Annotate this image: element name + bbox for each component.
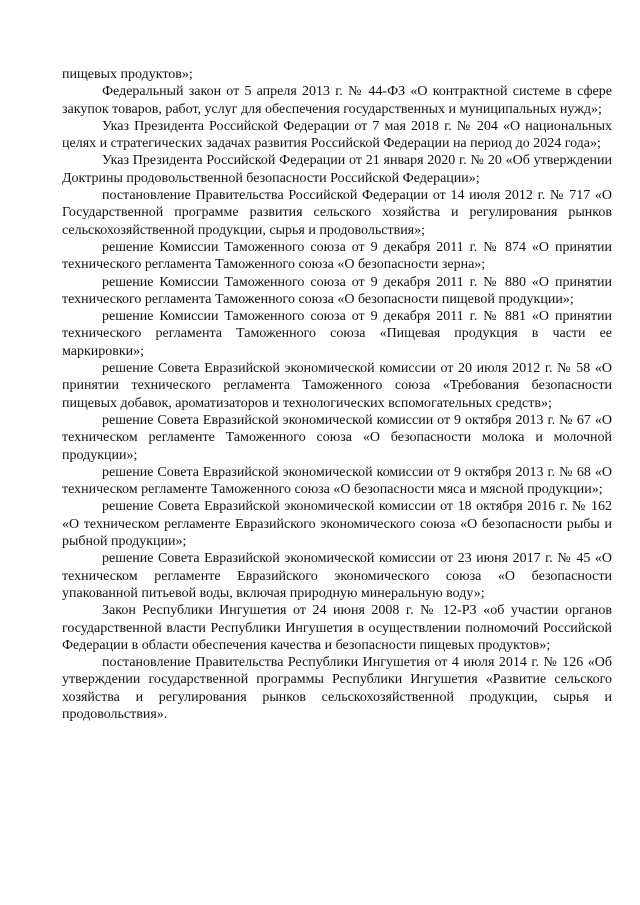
paragraph-federal-law-44fz: Федеральный закон от 5 апреля 2013 г. № 44-ФЗ «О контрактной системе в сфере закупок товаров, работ, услуг для обеспечения государственных и муниципальных нужд»; xyxy=(62,84,612,117)
paragraph-decision-162: решение Совета Евразийской экономической комиссии от 18 октября 2016 г. № 162 «О техническом регламенте Евразийского экономического союза «О безопасности рыбы и рыбной продукции»; xyxy=(62,499,612,550)
document-page xyxy=(62,66,612,723)
paragraph-decision-58: решение Совета Евразийской экономической комиссии от 20 июля 2012 г. № 58 «О принятии технического регламента Таможенного союза «Требования безопасности пищевых добавок, ароматизаторов и технологических вспомогательных средств»; xyxy=(62,361,612,411)
paragraph-resolution-126: постановление Правительства Республики Ингушетия от 4 июля 2014 г. № 126 «Об утверждении государственной программы Республики Ингушетия «Развитие сельского хозяйства и регулирования рынков сельскохозяйственной продукции, сырья и продовольствия». xyxy=(62,655,612,722)
paragraph-decision-67: решение Совета Евразийской экономической комиссии от 9 октября 2013 г. № 67 «О техническом регламенте Таможенного союза «О безопасности молока и молочной продукции»; xyxy=(62,412,612,463)
paragraph-decree-204: Указ Президента Российской Федерации от 7 мая 2018 г. № 204 «О национальных целях и стратегических задачах развития Российской Федерации на период до 2024 года»; xyxy=(62,118,612,152)
paragraph-decision-874: решение Комиссии Таможенного союза от 9 декабря 2011 г. № 874 «О принятии технического регламента Таможенного союза «О безопасности зерна»; xyxy=(62,239,612,273)
paragraph-continuation: пищевых продуктов»; xyxy=(62,67,193,82)
paragraph-decision-68: решение Совета Евразийской экономической комиссии от 9 октября 2013 г. № 68 «О техническом регламенте Таможенного союза «О безопасности мяса и мясной продукции»; xyxy=(62,464,612,498)
paragraph-resolution-717: постановление Правительства Российской Федерации от 14 июля 2012 г. № 717 «О Государственной программе развития сельского хозяйства и регулирования рынков сельскохозяйственной продукции, сырья и продовольствия»; xyxy=(62,188,612,238)
paragraph-law-12rz: Закон Республики Ингушетия от 24 июня 2008 г. № 12-РЗ «об участии органов государственной власти Республики Ингушетия в осуществлении полномочий Российской Федерации в области обеспечения качества и безопасности пищевых продуктов»; xyxy=(62,603,612,653)
paragraph-decision-881: решение Комиссии Таможенного союза от 9 декабря 2011 г. № 881 «О принятии технического регламента Таможенного союза «Пищевая продукция в части ее маркировки»; xyxy=(62,309,612,359)
paragraph-decision-45: решение Совета Евразийской экономической комиссии от 23 июня 2017 г. № 45 «О техническом регламенте Евразийского экономического союза «О безопасности упакованной питьевой воды, включая природную минеральную воду»; xyxy=(62,551,612,601)
paragraph-decision-880: решение Комиссии Таможенного союза от 9 декабря 2011 г. № 880 «О принятии технического регламента Таможенного союза «О безопасности пищевой продукции»; xyxy=(62,274,612,307)
paragraph-decree-20: Указ Президента Российской Федерации от 21 января 2020 г. № 20 «Об утверждении Доктрины продовольственной безопасности Российской Федерации»; xyxy=(62,153,612,186)
